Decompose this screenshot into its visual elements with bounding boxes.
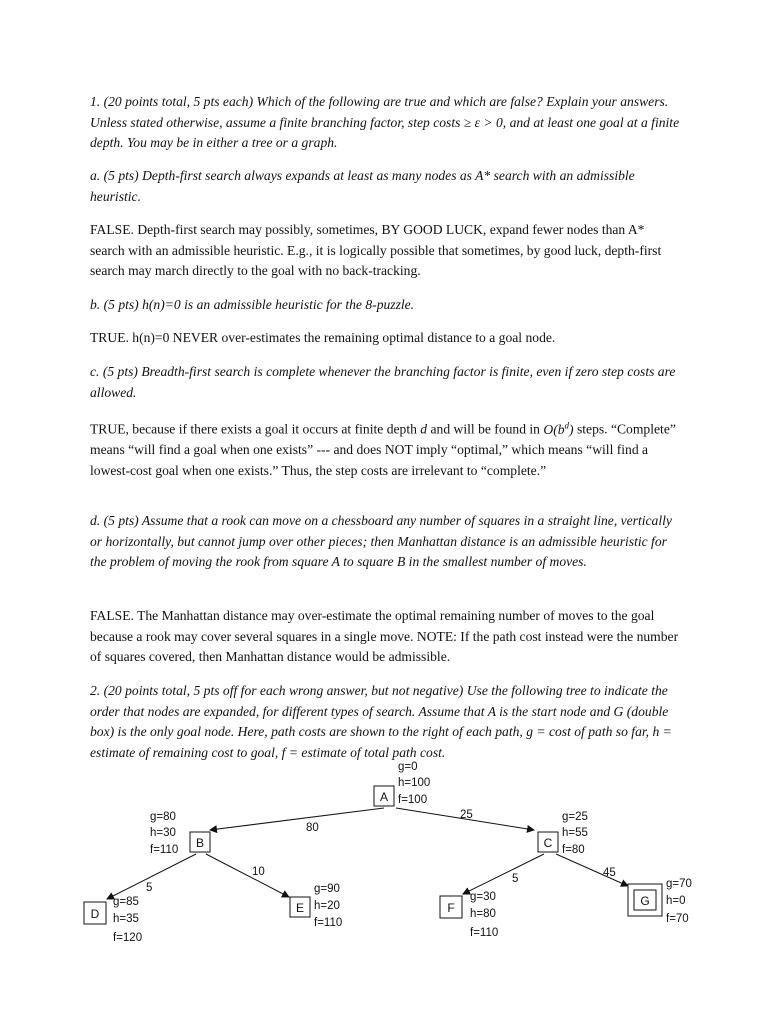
edge-cost-b-d: 5	[146, 882, 153, 894]
node-f-label: F	[447, 901, 455, 915]
node-g-h: h=0	[666, 895, 686, 907]
node-e-label: E	[295, 901, 305, 915]
q1-prompt: 1. (20 points total, 5 pts each) Which of the following are true and which are false? Explain your answers. Unless stated otherwise, assume a finite branching factor, step costs ≥ ε > 0, and at least one goal at a finite depth. You may be in either a tree or a graph.	[90, 94, 680, 151]
node-c-f: f=80	[562, 844, 585, 856]
node-e-h: h=20	[314, 900, 340, 912]
node-f-h: h=80	[470, 908, 496, 920]
node-c-h: h=55	[562, 827, 588, 839]
q1b-answer: TRUE. h(n)=0 NEVER over-estimates the remaining optimal distance to a goal node.	[90, 330, 556, 345]
node-e-g: g=90	[314, 883, 340, 895]
edge-a-b	[210, 808, 384, 830]
node-d	[84, 896, 142, 944]
edge-cost-c-g: 45	[603, 867, 616, 879]
node-g-g: g=70	[666, 878, 692, 890]
q1c-answer-text-1: TRUE, because if there exists a goal it occurs at finite depth	[90, 421, 421, 437]
node-a-g: g=0	[398, 761, 418, 773]
q1b-question: b. (5 pts) h(n)=0 is an admissible heuristic for the 8-puzzle.	[90, 297, 415, 312]
node-g-label: G	[640, 894, 650, 908]
q1c-answer-exponent: d	[564, 420, 570, 430]
edge-c-g	[556, 854, 628, 886]
node-d-f: f=120	[113, 932, 143, 944]
edge-cost-a-c: 25	[460, 809, 473, 821]
node-b-f: f=110	[150, 844, 179, 856]
node-b-label: B	[195, 836, 205, 850]
node-d-g: g=85	[113, 896, 139, 908]
node-a-h: h=100	[398, 777, 431, 789]
node-c	[538, 811, 588, 856]
edge-cost-b-e: 10	[252, 866, 265, 878]
q1c-answer-text-2: and will be found in	[427, 421, 544, 437]
edge-b-e	[206, 854, 289, 897]
node-c-label: C	[543, 836, 553, 850]
node-e	[290, 883, 342, 929]
edge-cost-c-f: 5	[512, 873, 519, 885]
q1c-answer-big-o-base: O(b	[543, 421, 565, 437]
node-b-h: h=30	[150, 827, 176, 839]
node-d-h: h=35	[113, 913, 139, 925]
q1c-answer-depth-var: d	[420, 421, 428, 437]
node-g-f: f=70	[666, 913, 689, 925]
q1d-answer: FALSE. The Manhattan distance may over-estimate the optimal remaining number of moves to the goal because a rook may cover several squares in a single move. NOTE: If the path cost instead were the number of squares covered, then Manhattan distance would be admissible.	[90, 608, 679, 665]
q1c-question: c. (5 pts) Breadth-first search is complete whenever the branching factor is finite, even if zero step costs are allowed.	[90, 364, 676, 400]
node-a-label: A	[379, 790, 389, 804]
node-b-g: g=80	[150, 811, 176, 823]
q1a-answer: FALSE. Depth-first search may possibly, sometimes, BY GOOD LUCK, expand fewer nodes than A* search with an admissible heuristic. E.g., it is logically possible that sometimes, by good luck, depth-first search may march directly to the goal with no back-tracking.	[90, 222, 662, 279]
node-a-f: f=100	[398, 794, 428, 806]
q1a-question: a. (5 pts) Depth-first search always expands at least as many nodes as A* search with an admissible heuristic.	[90, 168, 635, 204]
node-b	[150, 811, 210, 856]
node-e-f: f=110	[314, 917, 343, 929]
q1c-answer-big-o-close: )	[569, 421, 574, 437]
q2-prompt: 2. (20 points total, 5 pts off for each wrong answer, but not negative) Use the following tree to indicate the order that nodes are expanded, for different types of search. Assume that A is the start node and G (double box) is the only goal node. Here, path costs are shown to the right of each path, g = cost of path so far, h = estimate of remaining cost to goal, f = estimate of total path cost.	[90, 683, 672, 760]
node-f-g: g=30	[470, 891, 496, 903]
node-f	[440, 891, 498, 939]
node-d-label: D	[90, 907, 100, 921]
node-c-g: g=25	[562, 811, 588, 823]
q1c-answer-text-3: steps. “Complete” means “will find a goal when one exists” --- and does NOT imply “optimal,” which means “will find a lowest-cost goal when one exists.” Thus, the step costs are irrelevant to “complete.”	[90, 421, 676, 478]
node-g-goal	[628, 878, 692, 925]
edge-c-f	[463, 854, 544, 894]
q1d-question: d. (5 pts) Assume that a rook can move on a chessboard any number of squares in a straight line, vertically or horizontally, but cannot jump over other pieces; then Manhattan distance is an admissible heuristic for the problem of moving the rook from square A to square B in the smallest number of moves.	[90, 513, 672, 570]
node-f-f: f=110	[470, 927, 499, 939]
edge-cost-a-b: 80	[306, 822, 319, 834]
node-a	[374, 761, 430, 806]
